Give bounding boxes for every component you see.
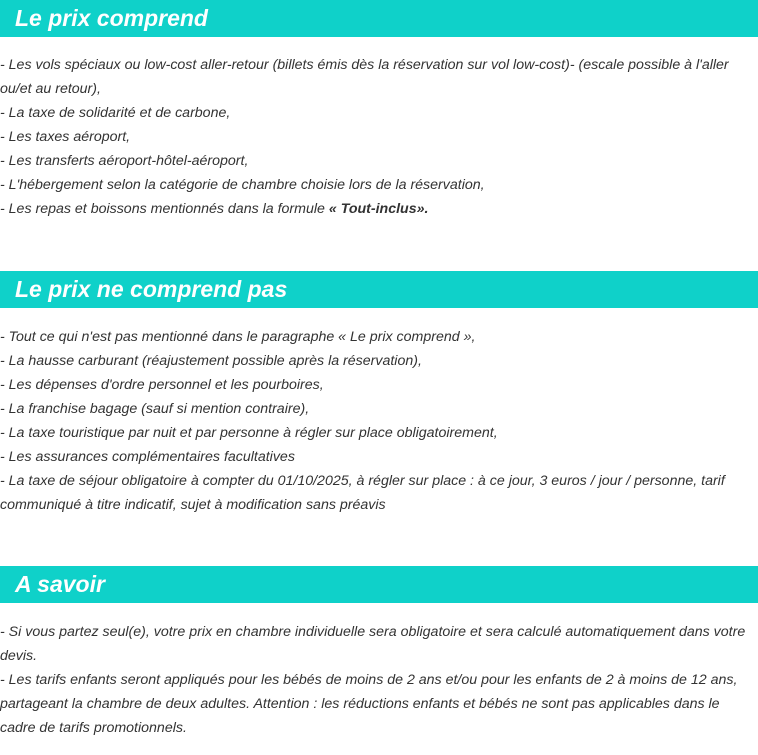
list-item: - Les vols spéciaux ou low-cost aller-retour (billets émis dès la réservation sur vol low-cost)- (escale possible à l'aller ou/et au retour), [0, 57, 729, 97]
list-item: - Les assurances complémentaires facultatives [0, 449, 295, 465]
section-body [0, 37, 758, 221]
list-item: - Les tarifs enfants seront appliqués pour les bébés de moins de 2 ans et/ou pour les enfants de 2 à moins de 12 ans, partageant la chambre de deux adultes. Attention : les réductions enfants et bébés ne sont pas applicables dans le cadre de tarifs promotionnels. [0, 672, 738, 736]
section-title: Le prix comprend [15, 5, 208, 31]
list-item: - La hausse carburant (réajustement possible après la réservation), [0, 353, 422, 369]
list-item: - La taxe touristique par nuit et par personne à régler sur place obligatoirement, [0, 425, 498, 441]
section-good-to-know [0, 566, 758, 740]
list-item: - La taxe de séjour obligatoire à compter du 01/10/2025, à régler sur place : à ce jour, 3 euros / jour / personne, tarif communiqué à titre indicatif, sujet à modification sans préavis [0, 473, 725, 513]
section-price-includes [0, 0, 758, 221]
list-item-text: - Les repas et boissons mentionnés dans la formule [0, 201, 329, 217]
list-item: - La franchise bagage (sauf si mention contraire), [0, 401, 310, 417]
list-item [0, 197, 758, 221]
section-header [0, 271, 758, 308]
list-item: - L'hébergement selon la catégorie de chambre choisie lors de la réservation, [0, 177, 485, 193]
section-header [0, 0, 758, 37]
section-price-excludes [0, 271, 758, 517]
list-item: - Tout ce qui n'est pas mentionné dans le paragraphe « Le prix comprend », [0, 329, 476, 345]
list-item-emphasis: « Tout-inclus». [328, 201, 429, 217]
list-item: - Les transferts aéroport-hôtel-aéroport, [0, 153, 249, 169]
section-body [0, 603, 758, 740]
section-header [0, 566, 758, 603]
list-item: - Si vous partez seul(e), votre prix en chambre individuelle sera obligatoire et sera calculé automatiquement dans votre devis. [0, 624, 746, 664]
list-item: - Les dépenses d'ordre personnel et les pourboires, [0, 377, 324, 393]
section-title: Le prix ne comprend pas [15, 276, 288, 302]
section-body [0, 308, 758, 517]
list-item: - La taxe de solidarité et de carbone, [0, 105, 231, 121]
section-title: A savoir [15, 571, 105, 597]
list-item: - Les taxes aéroport, [0, 129, 131, 145]
